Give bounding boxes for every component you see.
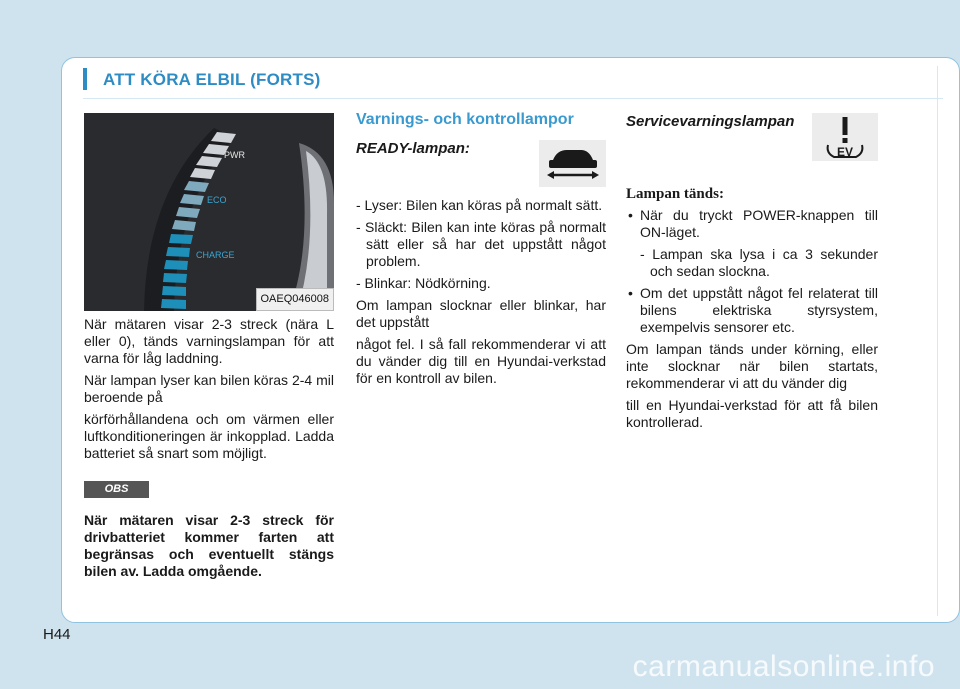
watermark: carmanualsonline.info [632, 650, 935, 683]
battery-gauge-figure [84, 113, 334, 311]
title-divider [83, 98, 943, 99]
list-item: • Om det uppstått något fel relaterat till bilens elektriska styrsystem, exempelvis sensorer etc. [626, 285, 878, 336]
lamp-lights-heading: Lampan tänds: [626, 186, 724, 202]
page-number: H44 [43, 626, 71, 643]
col1-paragraph-1: När mätaren visar 2-3 streck (nära L eller 0), tänds varningslampan för att varna för låg laddning. [84, 316, 334, 366]
ready-car-icon [543, 144, 603, 184]
ready-lamp-icon-box [539, 140, 606, 187]
col3-paragraph-1: Om lampan tänds under körning, eller inte slocknar när bilen startats, rekommenderar vi att du vänder dig [626, 341, 878, 391]
right-margin-rule [937, 66, 938, 616]
warning-lamps-heading: Varnings- och kontrollampor [356, 111, 574, 128]
warning-text: När mätaren visar 2-3 streck för drivbatteriet kommer farten att begränsas och eventuellt stängs bilen av. Ladda omgående. [84, 512, 334, 579]
col1-paragraph-3: körförhållandena och om värmen eller luftkonditioneringen är inkopplad. Ladda batteriet så snart som möjligt. [84, 411, 334, 461]
obs-badge: OBS [84, 481, 149, 498]
ev-icon-label: EV [836, 145, 854, 159]
section-title: ATT KÖRA ELBIL (FORTS) [103, 70, 321, 89]
gauge-label-pwr: PWR [224, 150, 245, 160]
gauge-label-eco: ECO [207, 195, 227, 205]
battery-gauge-graphic [84, 113, 334, 311]
ready-lamp-heading: READY-lampan: [356, 140, 470, 157]
title-accent-bar [83, 68, 87, 90]
bullet-text: När du tryckt POWER-knappen till ON-läget. [640, 207, 878, 240]
lamp-lights-list [626, 207, 878, 336]
gauge-label-charge: CHARGE [196, 250, 235, 260]
list-item: - Släckt: Bilen kan inte köras på normalt sätt eller så har det uppstått något problem. [356, 219, 606, 269]
col2-paragraph-1: Om lampan slocknar eller blinkar, har det uppstått [356, 297, 606, 330]
col2-paragraph-2: något fel. I så fall rekommenderar vi att du vänder dig till en Hyundai-verkstad för en kontroll av bilen. [356, 336, 606, 386]
list-item: - Blinkar: Nödkörning. [356, 275, 491, 291]
list-item [626, 207, 878, 280]
col3-paragraph-2: till en Hyundai-verkstad för att få bilen kontrollerad. [626, 397, 878, 430]
service-lamp-heading: Servicevarningslampan [626, 113, 795, 130]
sub-item: - Lampan ska lysa i ca 3 sekunder och sedan slockna. [640, 246, 878, 279]
service-lamp-icon-box [812, 113, 878, 161]
column-right [626, 113, 878, 431]
list-item: - Lyser: Bilen kan köras på normalt sätt. [356, 197, 603, 213]
figure-caption: OAEQ046008 [256, 288, 335, 311]
column-left [84, 113, 334, 580]
ready-lamp-list [356, 197, 606, 292]
col1-paragraph-2: När lampan lyser kan bilen köras 2-4 mil beroende på [84, 372, 334, 405]
column-middle [356, 113, 606, 387]
ev-service-warning-icon [822, 115, 868, 159]
